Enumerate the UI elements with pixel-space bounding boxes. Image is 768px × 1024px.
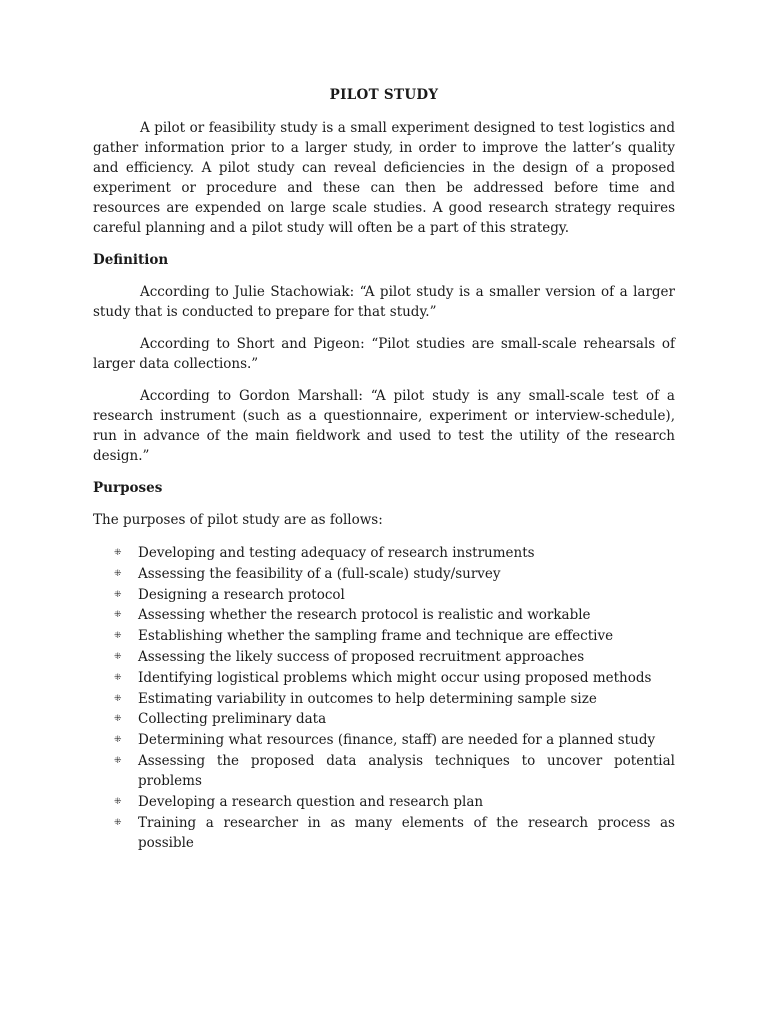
flourish-bullet-icon: ⁜ [114, 693, 122, 704]
flourish-bullet-icon: ⁜ [114, 672, 122, 683]
flourish-bullet-icon: ⁜ [114, 817, 122, 828]
list-item-text: Developing and testing adequacy of research instruments [138, 545, 535, 561]
list-item [114, 647, 675, 667]
flourish-bullet-icon: ⁜ [114, 568, 122, 579]
list-item-text: Assessing the feasibility of a (full-scale) study/survey [138, 565, 501, 582]
list-item [114, 585, 675, 605]
list-item [114, 689, 675, 709]
list-item-text: Establishing whether the sampling frame and technique are effective [138, 628, 614, 645]
list-item-text: Training a researcher in as many elements of the research process as possible [138, 814, 675, 851]
list-item [114, 543, 675, 563]
list-item [114, 709, 675, 729]
flourish-bullet-icon: ⁜ [114, 548, 122, 558]
flourish-bullet-icon: ⁜ [114, 631, 122, 642]
list-item [114, 813, 675, 853]
list-item-text: Identifying logistical problems which might occur using proposed methods [138, 669, 652, 686]
list-item-text: Assessing the likely success of proposed recruitment approaches [138, 648, 585, 665]
purposes-lead: The purposes of pilot study are as follows: [93, 512, 383, 528]
flourish-bullet-icon: ⁜ [114, 589, 122, 600]
flourish-bullet-icon: ⁜ [114, 651, 122, 662]
flourish-bullet-icon: ⁜ [114, 755, 122, 766]
flourish-bullet-icon: ⁜ [114, 796, 122, 807]
list-item [114, 564, 675, 584]
definition-quote-stachowiak: According to Julie Stachowiak: “A pilot study is a smaller version of a larger study that is conducted to prepare for that study.” [93, 284, 675, 320]
list-item-text: Developing a research question and research plan [138, 793, 484, 810]
definition-quote-marshall: According to Gordon Marshall: “A pilot study is any small-scale test of a research instrument (such as a questionnaire, experiment or interview-schedule), run in advance of the main fieldwork and used to test the utility of the research design.” [93, 388, 675, 464]
list-item-text: Assessing whether the research protocol is realistic and workable [138, 607, 591, 624]
list-item [114, 730, 675, 750]
list-item-text: Estimating variability in outcomes to help determining sample size [138, 690, 597, 707]
purposes-list [93, 543, 675, 853]
list-item [114, 626, 675, 646]
list-item [114, 605, 675, 625]
list-item-text: Assessing the proposed data analysis techniques to uncover potential problems [138, 752, 675, 789]
definition-quote-short-pigeon: According to Short and Pigeon: “Pilot studies are small-scale rehearsals of larger data collections.” [93, 336, 675, 372]
list-item-text: Designing a research protocol [138, 586, 345, 603]
list-item [114, 792, 675, 812]
list-item [114, 751, 675, 791]
flourish-bullet-icon: ⁜ [114, 610, 122, 621]
flourish-bullet-icon: ⁜ [114, 714, 122, 725]
definition-heading: Definition [93, 252, 169, 268]
purposes-heading: Purposes [93, 480, 163, 496]
flourish-bullet-icon: ⁜ [114, 735, 122, 746]
intro-paragraph: A pilot or feasibility study is a small experiment designed to test logistics and gather information prior to a larger study, in order to improve the latter’s quality and efficiency. A pilot study can reveal deficiencies in the design of a proposed experiment or procedure and these can then be addressed before time and resources are expended on large scale studies. A good research strategy requires careful planning and a pilot study will often be a part of this strategy. [93, 120, 675, 236]
list-item-text: Determining what resources (finance, staff) are needed for a planned study [138, 732, 656, 749]
list-item [114, 668, 675, 688]
page-title: PILOT STUDY [329, 87, 439, 103]
list-item-text: Collecting preliminary data [138, 711, 327, 728]
